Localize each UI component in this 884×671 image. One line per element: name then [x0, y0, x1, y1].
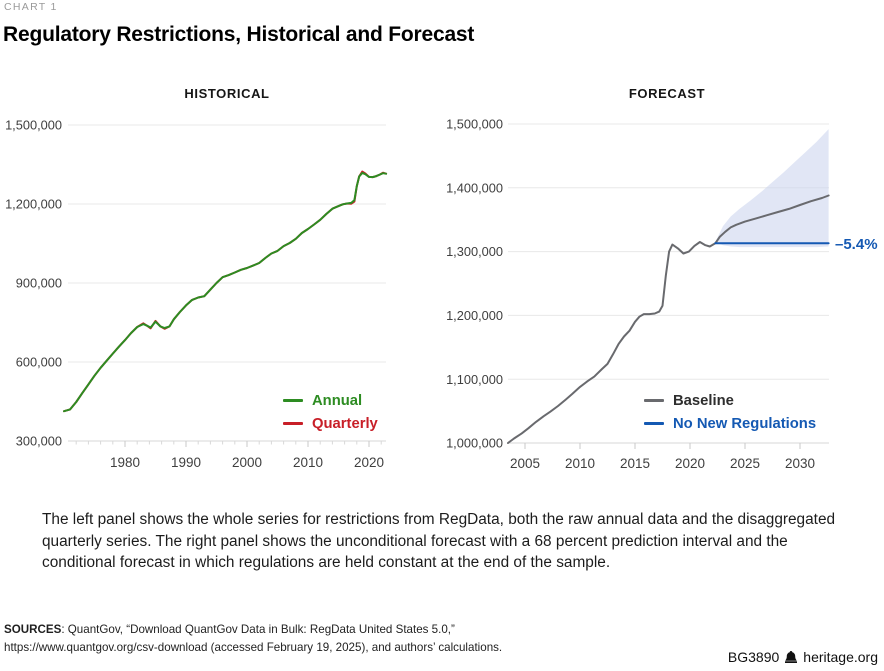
page-title: Regulatory Restrictions, Historical and Forecast: [3, 23, 475, 46]
y-tick-label: 1,500,000: [5, 117, 62, 133]
legend-swatch: [644, 399, 664, 402]
y-tick-label: 900,000: [15, 275, 62, 291]
legend-item: [283, 416, 378, 431]
site-link: heritage.org: [803, 649, 878, 665]
x-tick-label: 2015: [619, 456, 651, 471]
legend-item: [283, 393, 378, 408]
legend-label: Baseline: [673, 392, 734, 409]
series-annual: [64, 173, 386, 411]
x-tick-label: 2020: [674, 456, 706, 471]
x-tick-label: 1980: [109, 455, 141, 470]
legend-historical: [283, 393, 378, 431]
footer: [728, 649, 878, 665]
legend-item: [644, 393, 816, 408]
annotation-label: –5.4%: [835, 235, 878, 253]
legend-swatch: [283, 422, 303, 425]
y-tick-label: 1,500,000: [446, 116, 503, 132]
x-tick-label: 1990: [170, 455, 202, 470]
heritage-bell-icon: [784, 650, 798, 664]
sources-line2: https://www.quantgov.org/csv-download (accessed February 19, 2025), and authors’ calculations.: [4, 640, 503, 654]
y-tick-label: 1,200,000: [5, 196, 62, 212]
y-tick-label: 1,100,000: [446, 371, 503, 387]
panel-title-historical: HISTORICAL: [184, 86, 270, 101]
legend-forecast: [644, 393, 816, 431]
legend-label: Annual: [312, 392, 363, 409]
series-quarterly: [64, 172, 386, 412]
x-tick-label: 2025: [729, 456, 761, 471]
legend-item: [644, 416, 816, 431]
sources-text: : QuantGov, “Download QuantGov Data in Bulk: RegData United States 5.0,”: [61, 623, 455, 636]
x-tick-label: 2030: [784, 456, 816, 471]
legend-swatch: [644, 422, 664, 425]
chart-kicker: CHART 1: [4, 1, 58, 13]
y-tick-label: 300,000: [15, 433, 62, 449]
x-tick-label: 2010: [564, 456, 596, 471]
legend-label: Quarterly: [312, 415, 378, 432]
doc-id: BG3890: [727, 649, 780, 665]
y-tick-label: 1,400,000: [446, 180, 503, 196]
legend-label: No New Regulations: [673, 415, 817, 432]
x-tick-label: 2010: [292, 455, 324, 470]
x-tick-label: 2005: [509, 456, 541, 471]
sources: [4, 621, 502, 656]
panel-title-forecast: FORECAST: [628, 86, 706, 101]
x-tick-label: 2020: [353, 455, 385, 470]
sources-line1: [4, 621, 502, 639]
y-tick-label: 600,000: [15, 354, 62, 370]
sources-label: SOURCES: [4, 623, 62, 636]
chart-caption: The left panel shows the whole series for restrictions from RegData, both the raw annual data and the disaggregated quarterly series. The right panel shows the unconditional forecast with a 68 percent prediction interval and the conditional forecast in which regulations are held constant at the end of the sample.: [42, 511, 836, 572]
y-tick-label: 1,300,000: [446, 244, 503, 260]
y-tick-label: 1,200,000: [446, 308, 503, 323]
legend-swatch: [283, 399, 303, 402]
x-tick-label: 2000: [231, 455, 263, 470]
y-tick-label: 1,000,000: [446, 435, 503, 451]
